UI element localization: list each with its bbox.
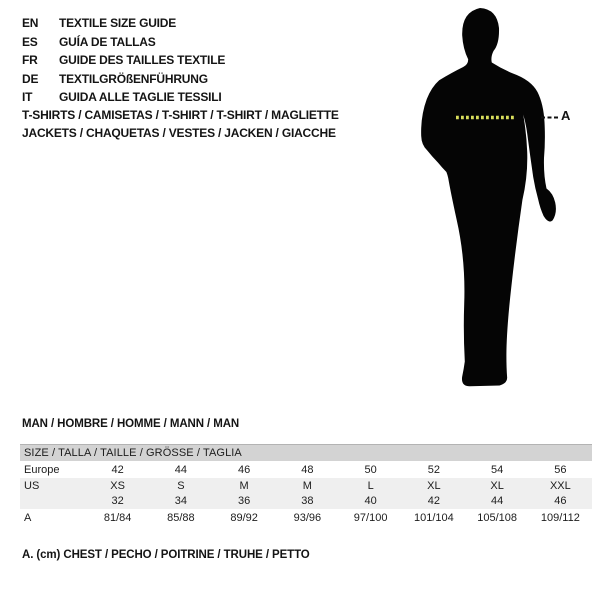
- lang-code: ES: [22, 34, 38, 49]
- lang-code: IT: [22, 90, 33, 105]
- size-cell: L: [367, 479, 374, 492]
- size-cell: XXL: [549, 479, 571, 492]
- footnote-chest-measure: A. (cm) CHEST / PECHO / POITRINE / TRUHE / PETTO: [22, 549, 310, 561]
- product-line-tshirts: T-SHIRTS / CAMISETAS / T-SHIRT / T-SHIRT / MAGLIETTE: [22, 108, 339, 122]
- lang-title: TEXTILE SIZE GUIDE: [59, 16, 177, 31]
- lang-row-fr: [22, 51, 225, 70]
- row-label: US: [24, 479, 40, 492]
- size-cell: 50: [364, 463, 377, 476]
- product-type-lines: [22, 108, 339, 144]
- size-cell: 48: [301, 463, 314, 476]
- lang-title: GUIDA ALLE TAGLIE TESSILI: [59, 90, 222, 105]
- size-cell: 40: [364, 495, 377, 507]
- lang-title: GUÍA DE TALLAS: [59, 34, 156, 49]
- size-cell: 46: [554, 495, 567, 507]
- size-table-header: SIZE / TALLA / TAILLE / GRÖSSE / TAGLIA: [20, 444, 592, 461]
- size-cell: 54: [491, 463, 504, 476]
- size-cell: S: [177, 479, 185, 492]
- lang-code: FR: [22, 53, 38, 68]
- size-cell: 81/84: [103, 512, 132, 524]
- row-label: A: [24, 512, 32, 524]
- size-cell: M: [239, 479, 249, 492]
- size-cell: 89/92: [230, 512, 258, 524]
- size-cell: 36: [238, 495, 251, 507]
- size-cell: XS: [110, 479, 125, 492]
- size-cell: 44: [174, 463, 187, 476]
- lang-code: DE: [22, 71, 39, 86]
- size-cell: 44: [491, 495, 504, 507]
- size-cell: 34: [174, 495, 187, 507]
- table-row-europe: [20, 461, 592, 478]
- lang-code: EN: [22, 16, 39, 31]
- row-label: Europe: [24, 463, 60, 476]
- size-cell: 85/88: [167, 512, 195, 524]
- lang-title: GUIDE DES TAILLES TEXTILE: [59, 53, 226, 68]
- size-cell: XL: [427, 479, 441, 492]
- man-silhouette: [421, 8, 556, 386]
- size-cell: M: [302, 479, 312, 492]
- lang-row-it: [22, 88, 225, 107]
- size-cell: 56: [554, 463, 567, 476]
- size-cell: 42: [111, 463, 124, 476]
- size-cell: 32: [111, 495, 124, 507]
- lang-title: TEXTILGRÖßENFÜHRUNG: [59, 71, 208, 86]
- lang-row-en: [22, 14, 225, 33]
- size-cell: 97/100: [353, 512, 388, 524]
- size-cell: 42: [427, 495, 440, 507]
- lang-row-es: [22, 33, 225, 52]
- table-row-us-numeric: [20, 493, 592, 509]
- size-table: [20, 444, 592, 527]
- measure-label-a: A: [561, 108, 571, 123]
- size-cell: 109/112: [540, 512, 580, 524]
- table-row-chest-a: [20, 509, 592, 527]
- section-title-man: MAN / HOMBRE / HOMME / MANN / MAN: [22, 418, 240, 430]
- size-cell: 46: [238, 463, 251, 476]
- language-title-list: [22, 14, 225, 107]
- lang-row-de: [22, 70, 225, 89]
- size-cell: 105/108: [477, 512, 517, 524]
- product-line-jackets: JACKETS / CHAQUETAS / VESTES / JACKEN / GIACCHE: [22, 126, 336, 140]
- table-row-us-letters: [20, 478, 592, 493]
- size-cell: 52: [427, 463, 440, 476]
- size-cell: 101/104: [413, 512, 454, 524]
- size-cell: 93/96: [293, 512, 322, 524]
- size-cell: 38: [301, 495, 314, 507]
- size-cell: XL: [490, 479, 504, 492]
